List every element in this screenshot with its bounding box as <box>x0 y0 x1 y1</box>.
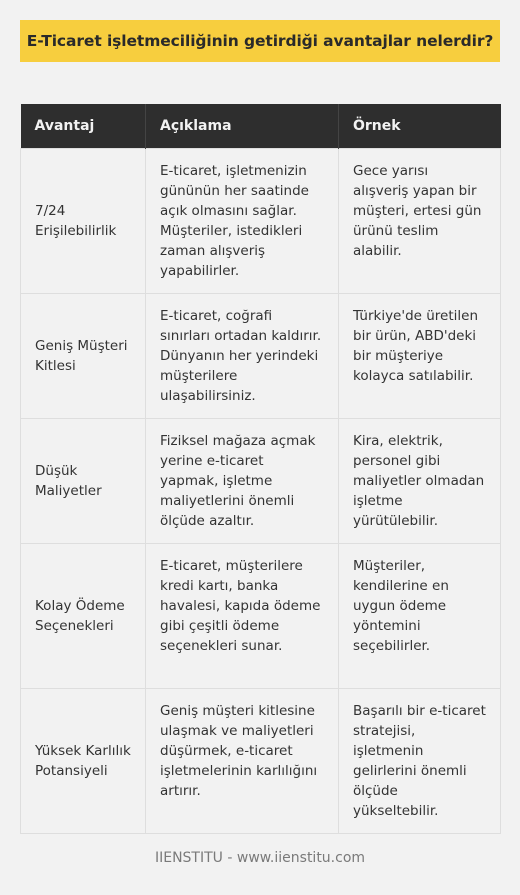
table-header-row <box>21 104 501 148</box>
description-cell: Geniş müşteri kitlesine ulaşmak ve maliyetleri düşürmek, e-ticaret işletmelerinin karlılığını artırır. <box>146 688 339 833</box>
table-row <box>21 688 501 833</box>
description-cell: E-ticaret, coğrafi sınırları ortadan kaldırır. Dünyanın her yerindeki müşterilere ulaşabilirsiniz. <box>146 293 339 418</box>
example-cell: Gece yarısı alışveriş yapan bir müşteri, ertesi gün ürünü teslim alabilir. <box>339 148 501 293</box>
column-header-aciklama: Açıklama <box>146 104 339 148</box>
column-header-ornek: Örnek <box>339 104 501 148</box>
table-row <box>21 543 501 688</box>
column-header-avantaj: Avantaj <box>21 104 146 148</box>
page-title: E-Ticaret işletmeciliğinin getirdiği avantajlar nelerdir? <box>26 32 494 50</box>
description-cell: E-ticaret, işletmenizin gününün her saatinde açık olmasını sağlar. Müşteriler, istedikleri zaman alışveriş yapabilirler. <box>146 148 339 293</box>
table-row <box>21 148 501 293</box>
table-row <box>21 418 501 543</box>
advantage-cell: Kolay Ödeme Seçenekleri <box>21 543 146 688</box>
advantage-cell: Geniş Müşteri Kitlesi <box>21 293 146 418</box>
example-cell: Müşteriler, kendilerine en uygun ödeme yöntemini seçebilirler. <box>339 543 501 688</box>
example-cell: Türkiye'de üretilen bir ürün, ABD'deki bir müşteriye kolayca satılabilir. <box>339 293 501 418</box>
advantage-cell: Yüksek Karlılık Potansiyeli <box>21 688 146 833</box>
description-cell: E-ticaret, müşterilere kredi kartı, banka havalesi, kapıda ödeme gibi çeşitli ödeme seçenekleri sunar. <box>146 543 339 688</box>
title-banner <box>20 20 500 62</box>
advantages-table <box>20 104 501 834</box>
table-row <box>21 293 501 418</box>
advantage-cell: Düşük Maliyetler <box>21 418 146 543</box>
example-cell: Başarılı bir e-ticaret stratejisi, işletmenin gelirlerini önemli ölçüde yükseltebilir. <box>339 688 501 833</box>
advantage-cell: 7/24 Erişilebilirlik <box>21 148 146 293</box>
example-cell: Kira, elektrik, personel gibi maliyetler olmadan işletme yürütülebilir. <box>339 418 501 543</box>
footer-credit: IIENSTITU - www.iienstitu.com <box>154 850 366 866</box>
description-cell: Fiziksel mağaza açmak yerine e-ticaret yapmak, işletme maliyetlerini önemli ölçüde azaltır. <box>146 418 339 543</box>
